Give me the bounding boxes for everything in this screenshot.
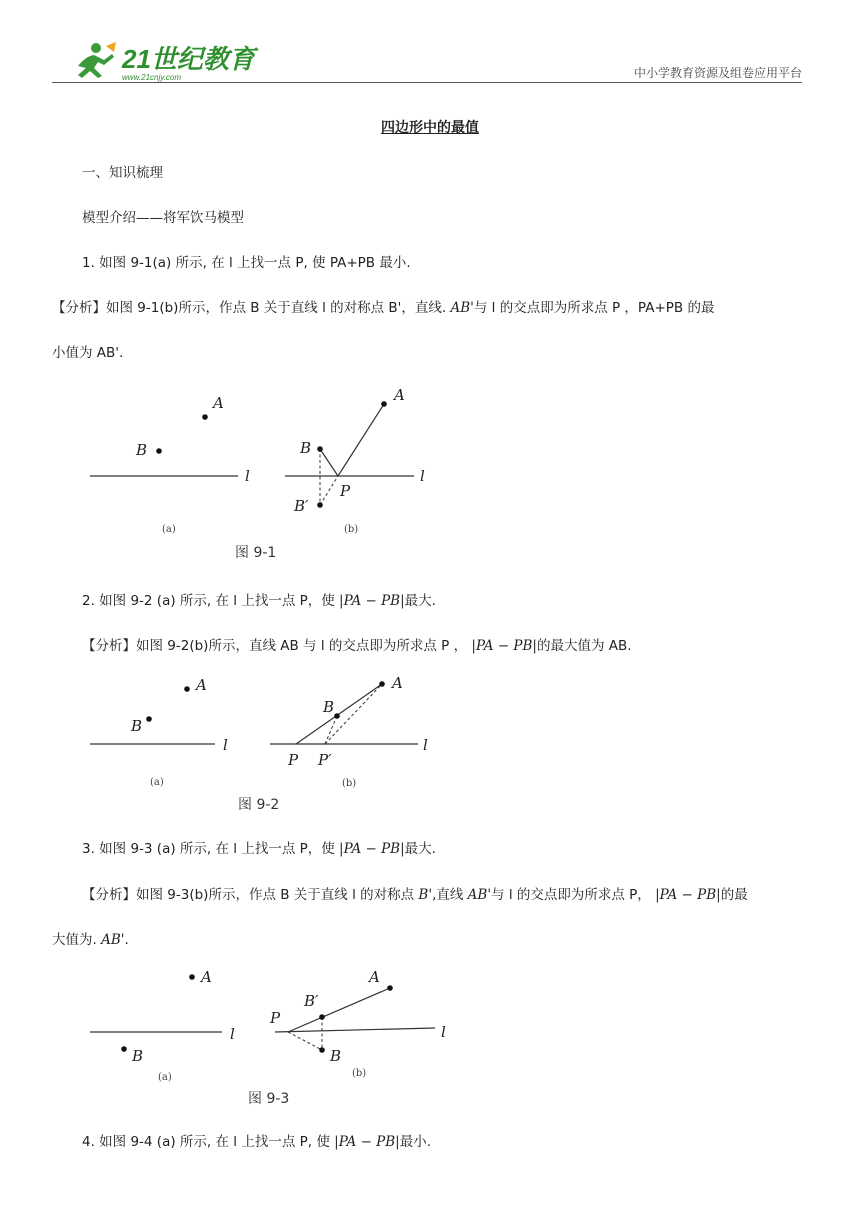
label-p: P [270,1009,281,1027]
segment-bp [320,449,338,476]
logo [64,38,284,82]
section-heading: 一、知识梳理 [82,165,163,181]
line-pab [296,684,382,744]
figure-caption: 图 9-1 [235,545,277,561]
label-p: P [288,751,299,769]
point-a [189,974,195,980]
logo-url: www.21cnjy.com [122,73,181,82]
dashed-pb [288,1032,322,1050]
runner-icon [78,42,116,78]
label-b: B [300,439,312,457]
label-l: l [441,1023,446,1041]
point-b [334,713,340,719]
problem-3-analysis-line2: 大值为. AB'. [52,932,129,948]
figure-caption: 图 9-2 [238,797,280,813]
header-tagline: 中小学教育资源及组卷应用平台 [633,66,802,80]
label-b-prime: B′ [294,497,309,515]
point-b-prime [319,1014,325,1020]
figure-9-1 [80,380,460,565]
label-l: l [420,467,425,485]
label-a: A [392,674,403,692]
caption-a: (a) [150,777,164,788]
page-title: 四边形中的最值 [381,120,479,136]
label-l: l [223,736,228,754]
label-b: B [330,1047,342,1065]
point-b [156,448,162,454]
label-b: B [323,698,335,716]
caption-b: (b) [342,778,357,789]
problem-3-question: 3. 如图 9-3 (a) 所示, 在 l 上找一点 P，使 |PA − PB|最大. [82,841,436,857]
label-a: A [369,968,380,986]
label-a: A [213,394,224,412]
point-a [184,686,190,692]
label-p-prime: P′ [318,751,332,769]
problem-2-question: 2. 如图 9-2 (a) 所示, 在 l 上找一点 P，使 |PA − PB|最大. [82,593,436,609]
segment-pa [338,404,384,476]
label-l: l [230,1025,235,1043]
label-a: A [394,386,405,404]
point-a [202,414,208,420]
problem-4-question: 4. 如图 9-4 (a) 所示, 在 l 上找一点 P, 使 |PA − PB|最小. [82,1134,432,1150]
figure-9-2 [80,668,460,818]
label-a: A [196,676,207,694]
problem-1-analysis: 【分析】如图 9-1(b)所示，作点 B 关于直线 l 的对称点 B'，直线. AB'与 l 的交点即为所求点 P ，PA+PB 的最 [52,300,715,316]
logo-text: 21世纪教育 [122,44,255,74]
point-b [146,716,152,722]
point-a [387,985,393,991]
figure-caption: 图 9-3 [248,1091,290,1107]
problem-3-analysis: 【分析】如图 9-3(b)所示，作点 B 关于直线 l 的对称点 B',直线 AB'与 l 的交点即为所求点 P， |PA − PB|的最 [82,887,748,903]
model-intro: 模型介绍——将军饮马模型 [82,210,244,226]
label-a: A [201,968,212,986]
point-a [381,401,387,407]
point-b [121,1046,127,1052]
label-b-prime: B′ [304,992,319,1010]
page-header [52,38,802,83]
line-l-b [275,1028,435,1032]
caption-a: (a) [162,524,176,535]
point-b-prime [317,502,323,508]
label-l: l [245,467,250,485]
dashed-bpp [320,476,338,505]
caption-b: (b) [352,1068,367,1079]
point-a [379,681,385,687]
label-b: B [131,717,143,735]
figure-9-3 [80,962,470,1110]
label-p: P [340,482,351,500]
caption-a: (a) [158,1072,172,1083]
point-b [317,446,323,452]
label-b: B [136,441,148,459]
point-b [319,1047,325,1053]
problem-1-question: 1. 如图 9-1(a) 所示, 在 l 上找一点 P, 使 PA+PB 最小. [82,255,411,271]
label-l: l [423,736,428,754]
problem-2-analysis: 【分析】如图 9-2(b)所示，直线 AB 与 l 的交点即为所求点 P ， |PA − PB|的最大值为 AB. [82,638,632,654]
caption-b: (b) [344,524,359,535]
label-b: B [132,1047,144,1065]
problem-1-analysis-line2: 小值为 AB'. [52,345,124,361]
